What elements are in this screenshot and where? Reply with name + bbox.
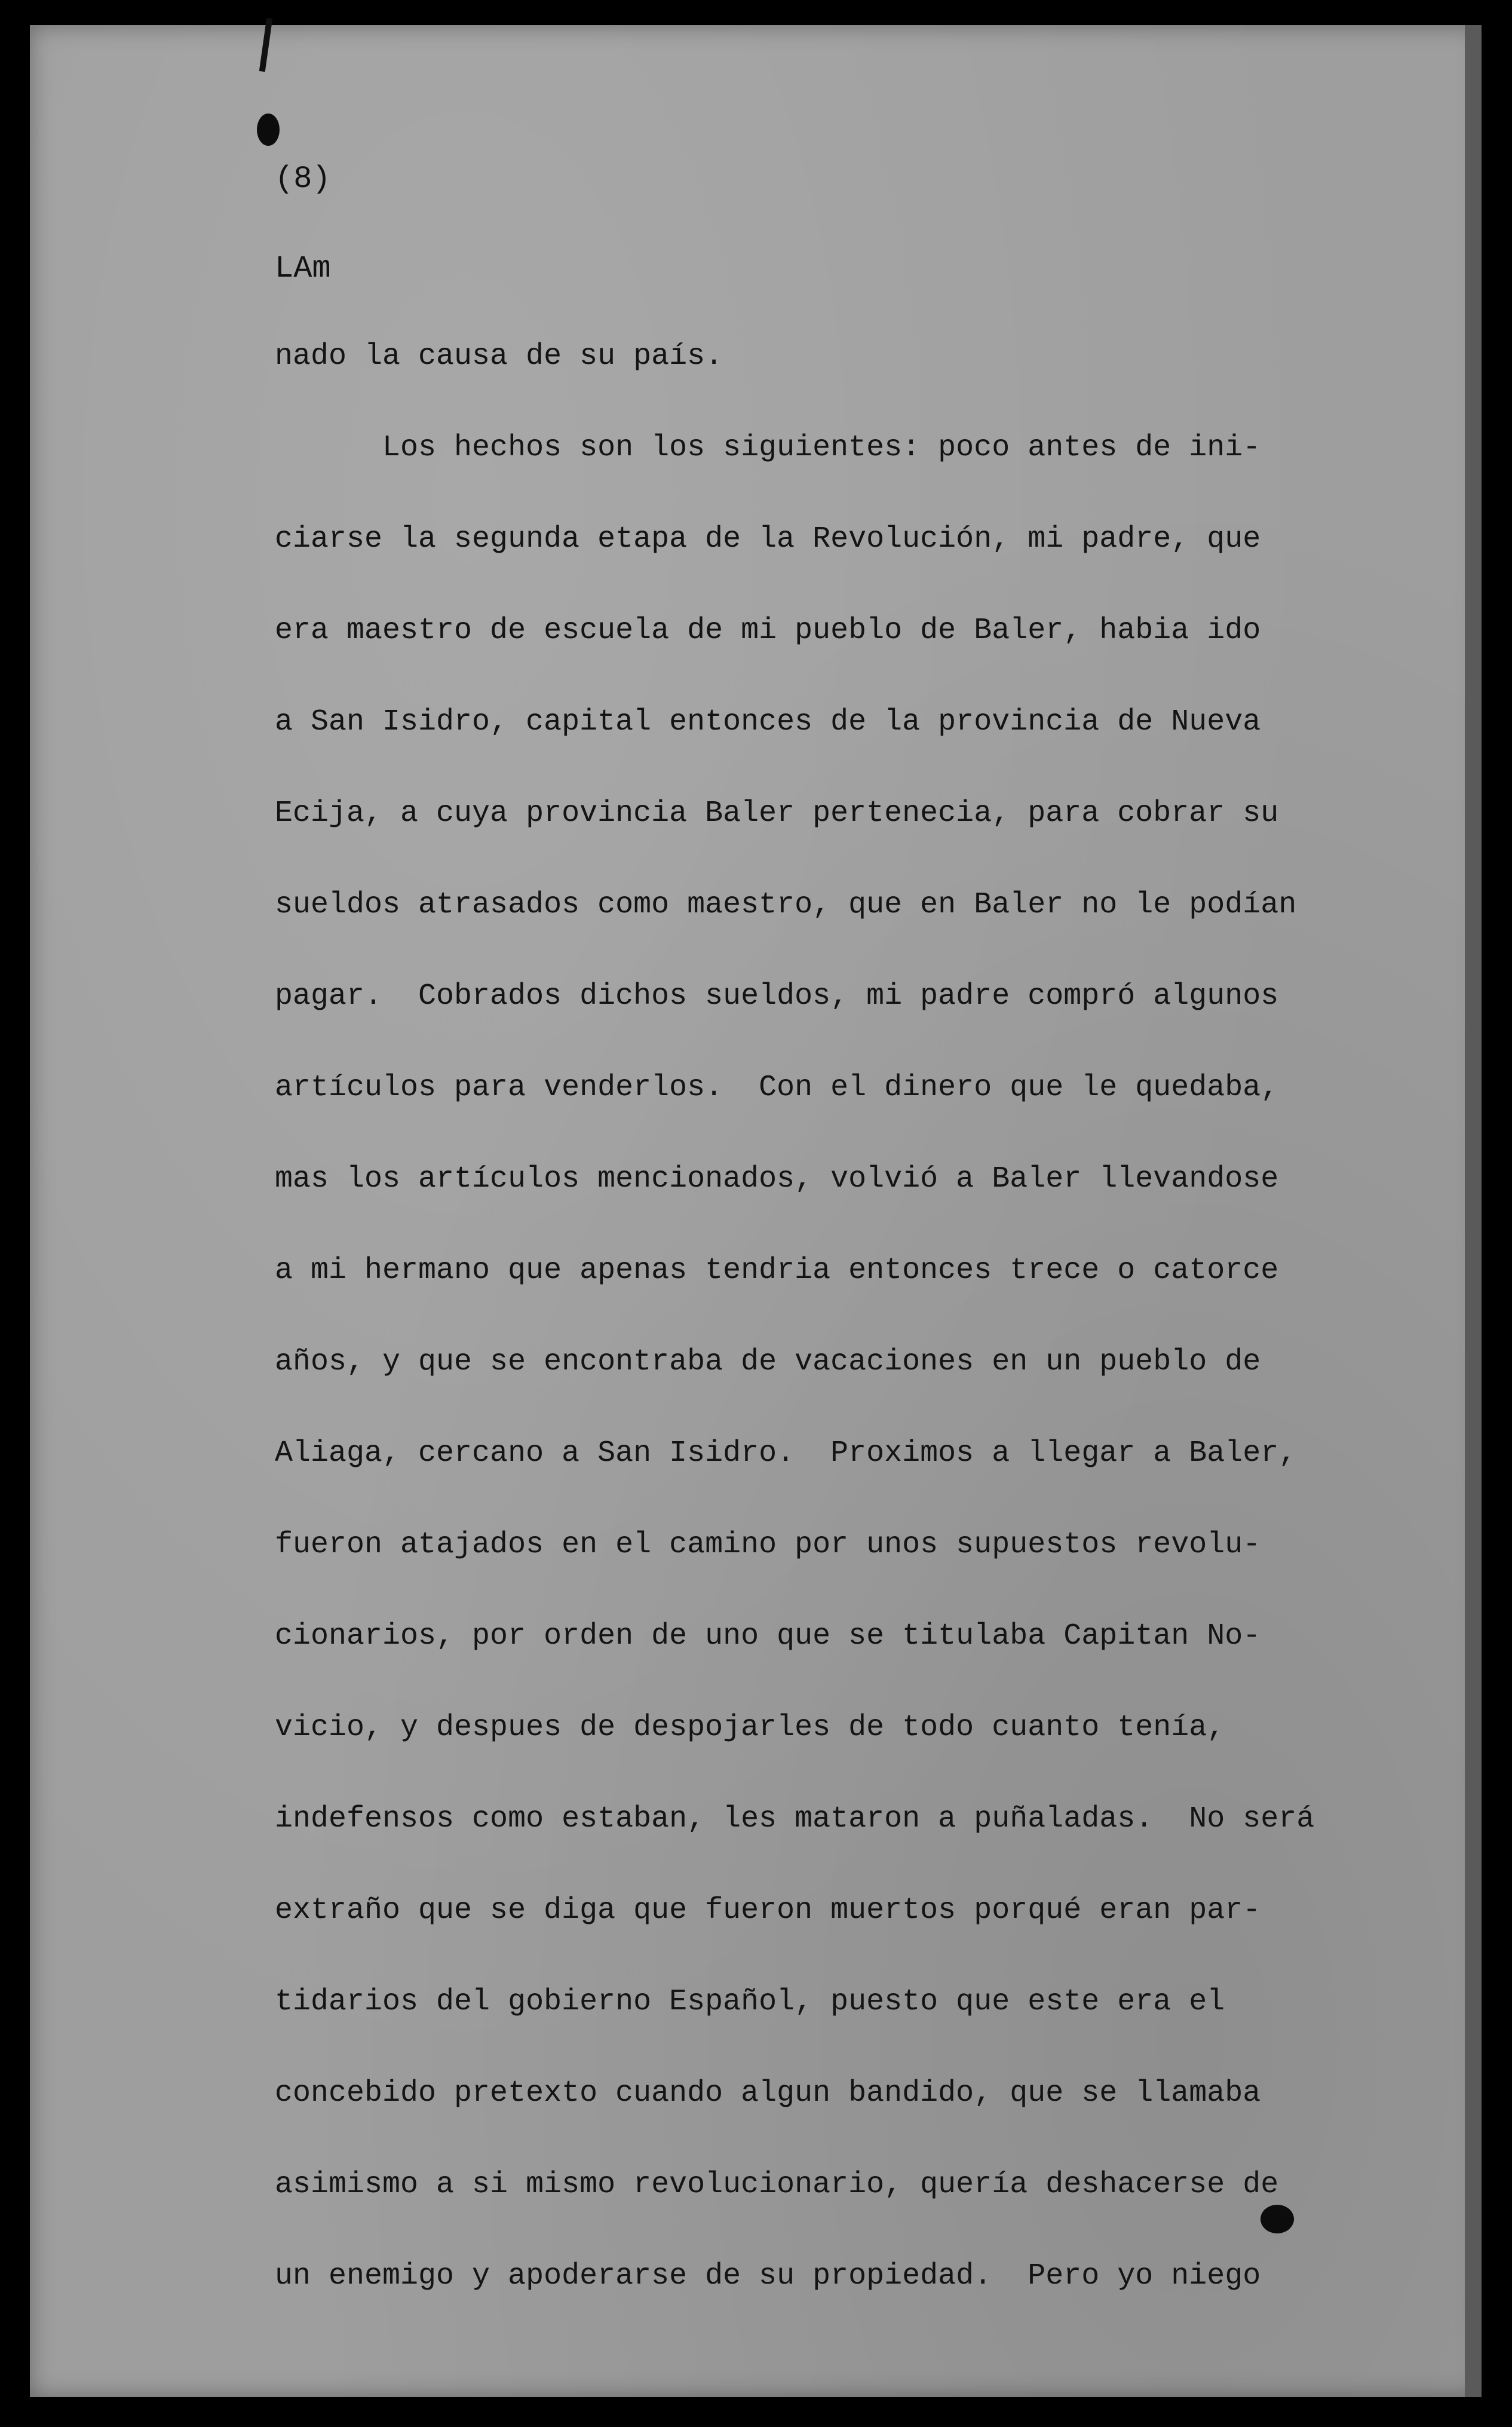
text-line: fueron atajados en el camino por unos supuestos revolu- — [275, 1528, 1261, 1562]
typed-body-text — [275, 339, 1338, 2353]
text-line: nado la causa de su país. — [275, 339, 723, 373]
text-line: años, y que se encontraba de vacaciones en un pueblo de — [275, 1345, 1261, 1379]
text-line: pagar. Cobrados dichos sueldos, mi padre compró algunos — [275, 979, 1279, 1013]
text-line: Los hechos son los siguientes: poco antes de ini- — [275, 431, 1261, 465]
text-line: Ecija, a cuya provincia Baler pertenecia, para cobrar su — [275, 796, 1279, 831]
text-line: a mi hermano que apenas tendria entonces trece o catorce — [275, 1254, 1279, 1288]
page-number: (8) — [275, 161, 331, 197]
text-line: indefensos como estaban, les mataron a puñaladas. No será — [275, 1802, 1315, 1836]
reference-code: LAm — [275, 251, 331, 286]
text-line: mas los artículos mencionados, volvió a Baler llevandose — [275, 1162, 1279, 1196]
text-line: vicio, y despues de despojarles de todo cuanto tenía, — [275, 1711, 1225, 1745]
text-line: extraño que se diga que fueron muertos porqué eran par- — [275, 1893, 1261, 1927]
text-line: ciarse la segunda etapa de la Revolución, mi padre, que — [275, 522, 1261, 556]
text-line: a San Isidro, capital entonces de la provincia de Nueva — [275, 705, 1261, 739]
text-line: Aliaga, cercano a San Isidro. Proximos a llegar a Baler, — [275, 1436, 1297, 1470]
text-line: concebido pretexto cuando algun bandido, que se llamaba — [275, 2076, 1261, 2110]
page-edge-shadow — [1465, 25, 1482, 2397]
text-line: un enemigo y apoderarse de su propiedad. Pero yo niego — [275, 2259, 1261, 2293]
ink-blot — [257, 114, 280, 146]
text-line: tidarios del gobierno Español, puesto que este era el — [275, 1985, 1225, 2019]
text-line: asimismo a si mismo revolucionario, quería deshacerse de — [275, 2168, 1279, 2202]
text-line: sueldos atrasados como maestro, que en Baler no le podían — [275, 888, 1297, 922]
text-line: cionarios, por orden de uno que se titulaba Capitan No- — [275, 1619, 1261, 1653]
text-line: artículos para venderlos. Con el dinero que le quedaba, — [275, 1071, 1279, 1105]
text-line: era maestro de escuela de mi pueblo de Baler, habia ido — [275, 614, 1261, 648]
